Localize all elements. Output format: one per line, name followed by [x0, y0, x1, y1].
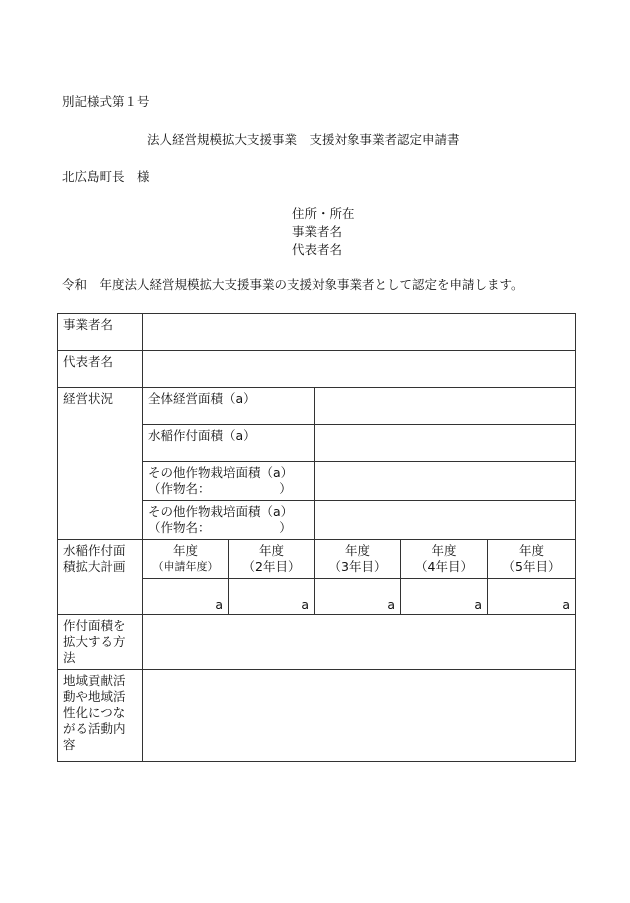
applicant-representative-label: 代表者名 [292, 242, 343, 257]
other-crop-area-label-2 [143, 501, 315, 540]
year-header-1 [143, 540, 229, 579]
table-row [58, 615, 576, 670]
applicant-block [292, 205, 355, 259]
year-header-4 [401, 540, 488, 579]
business-name-field[interactable] [143, 314, 576, 351]
year-sub-label: （3年目） [328, 559, 387, 574]
crop-name-text: （作物名： ） [148, 481, 292, 496]
expansion-method-field[interactable] [143, 615, 576, 670]
page-title: 法人経営規模拡大支援事業 支援対象事業者認定申請書 [147, 132, 460, 147]
application-form-table [57, 313, 576, 762]
table-row [58, 388, 576, 425]
business-name-label: 事業者名 [58, 314, 143, 351]
other-crop-area-text: その他作物栽培面積（a） [148, 504, 294, 519]
year-1-area-field[interactable]: a [143, 579, 229, 615]
table-row [58, 351, 576, 388]
addressee: 北広島町長 様 [62, 169, 150, 184]
year-label: 年度 [519, 543, 545, 558]
year-label: 年度 [172, 543, 198, 558]
year-label: 年度 [344, 543, 370, 558]
table-row [58, 314, 576, 351]
other-crop-area-field-2[interactable] [315, 501, 576, 540]
total-area-label: 全体経営面積（a） [143, 388, 315, 425]
expansion-method-label: 作付面積を拡大する方法 [58, 615, 143, 670]
total-area-field[interactable] [315, 388, 576, 425]
expansion-plan-label: 水稲作付面積拡大計画 [58, 540, 143, 615]
year-header-5 [488, 540, 576, 579]
year-sub-label: （申請年度） [152, 560, 219, 573]
rice-area-label: 水稲作付面積（a） [143, 425, 315, 462]
table-row [58, 540, 576, 579]
applicant-address-label: 住所・所在 [292, 206, 355, 221]
year-header-3 [315, 540, 401, 579]
representative-label: 代表者名 [58, 351, 143, 388]
form-label: 別記様式第１号 [62, 94, 150, 109]
table-row [58, 670, 576, 762]
year-3-area-field[interactable]: a [315, 579, 401, 615]
other-crop-area-field-1[interactable] [315, 462, 576, 501]
year-sub-label: （4年目） [415, 559, 473, 574]
management-status-label: 経営状況 [58, 388, 143, 540]
community-activity-field[interactable] [143, 670, 576, 762]
community-activity-label: 地域貢献活動や地域活性化につながる活動内容 [58, 670, 143, 762]
application-statement: 令和 年度法人経営規模拡大支援事業の支援対象事業者として認定を申請します。 [62, 277, 524, 292]
rice-area-field[interactable] [315, 425, 576, 462]
year-label: 年度 [431, 543, 457, 558]
year-sub-label: （2年目） [242, 559, 301, 574]
year-2-area-field[interactable]: a [229, 579, 315, 615]
applicant-business-name-label: 事業者名 [292, 224, 343, 239]
year-header-2 [229, 540, 315, 579]
year-5-area-field[interactable]: a [488, 579, 576, 615]
crop-name-text: （作物名： ） [148, 520, 292, 535]
other-crop-area-text: その他作物栽培面積（a） [148, 465, 294, 480]
other-crop-area-label-1 [143, 462, 315, 501]
year-4-area-field[interactable]: a [401, 579, 488, 615]
representative-field[interactable] [143, 351, 576, 388]
year-sub-label: （5年目） [502, 559, 561, 574]
year-label: 年度 [258, 543, 284, 558]
